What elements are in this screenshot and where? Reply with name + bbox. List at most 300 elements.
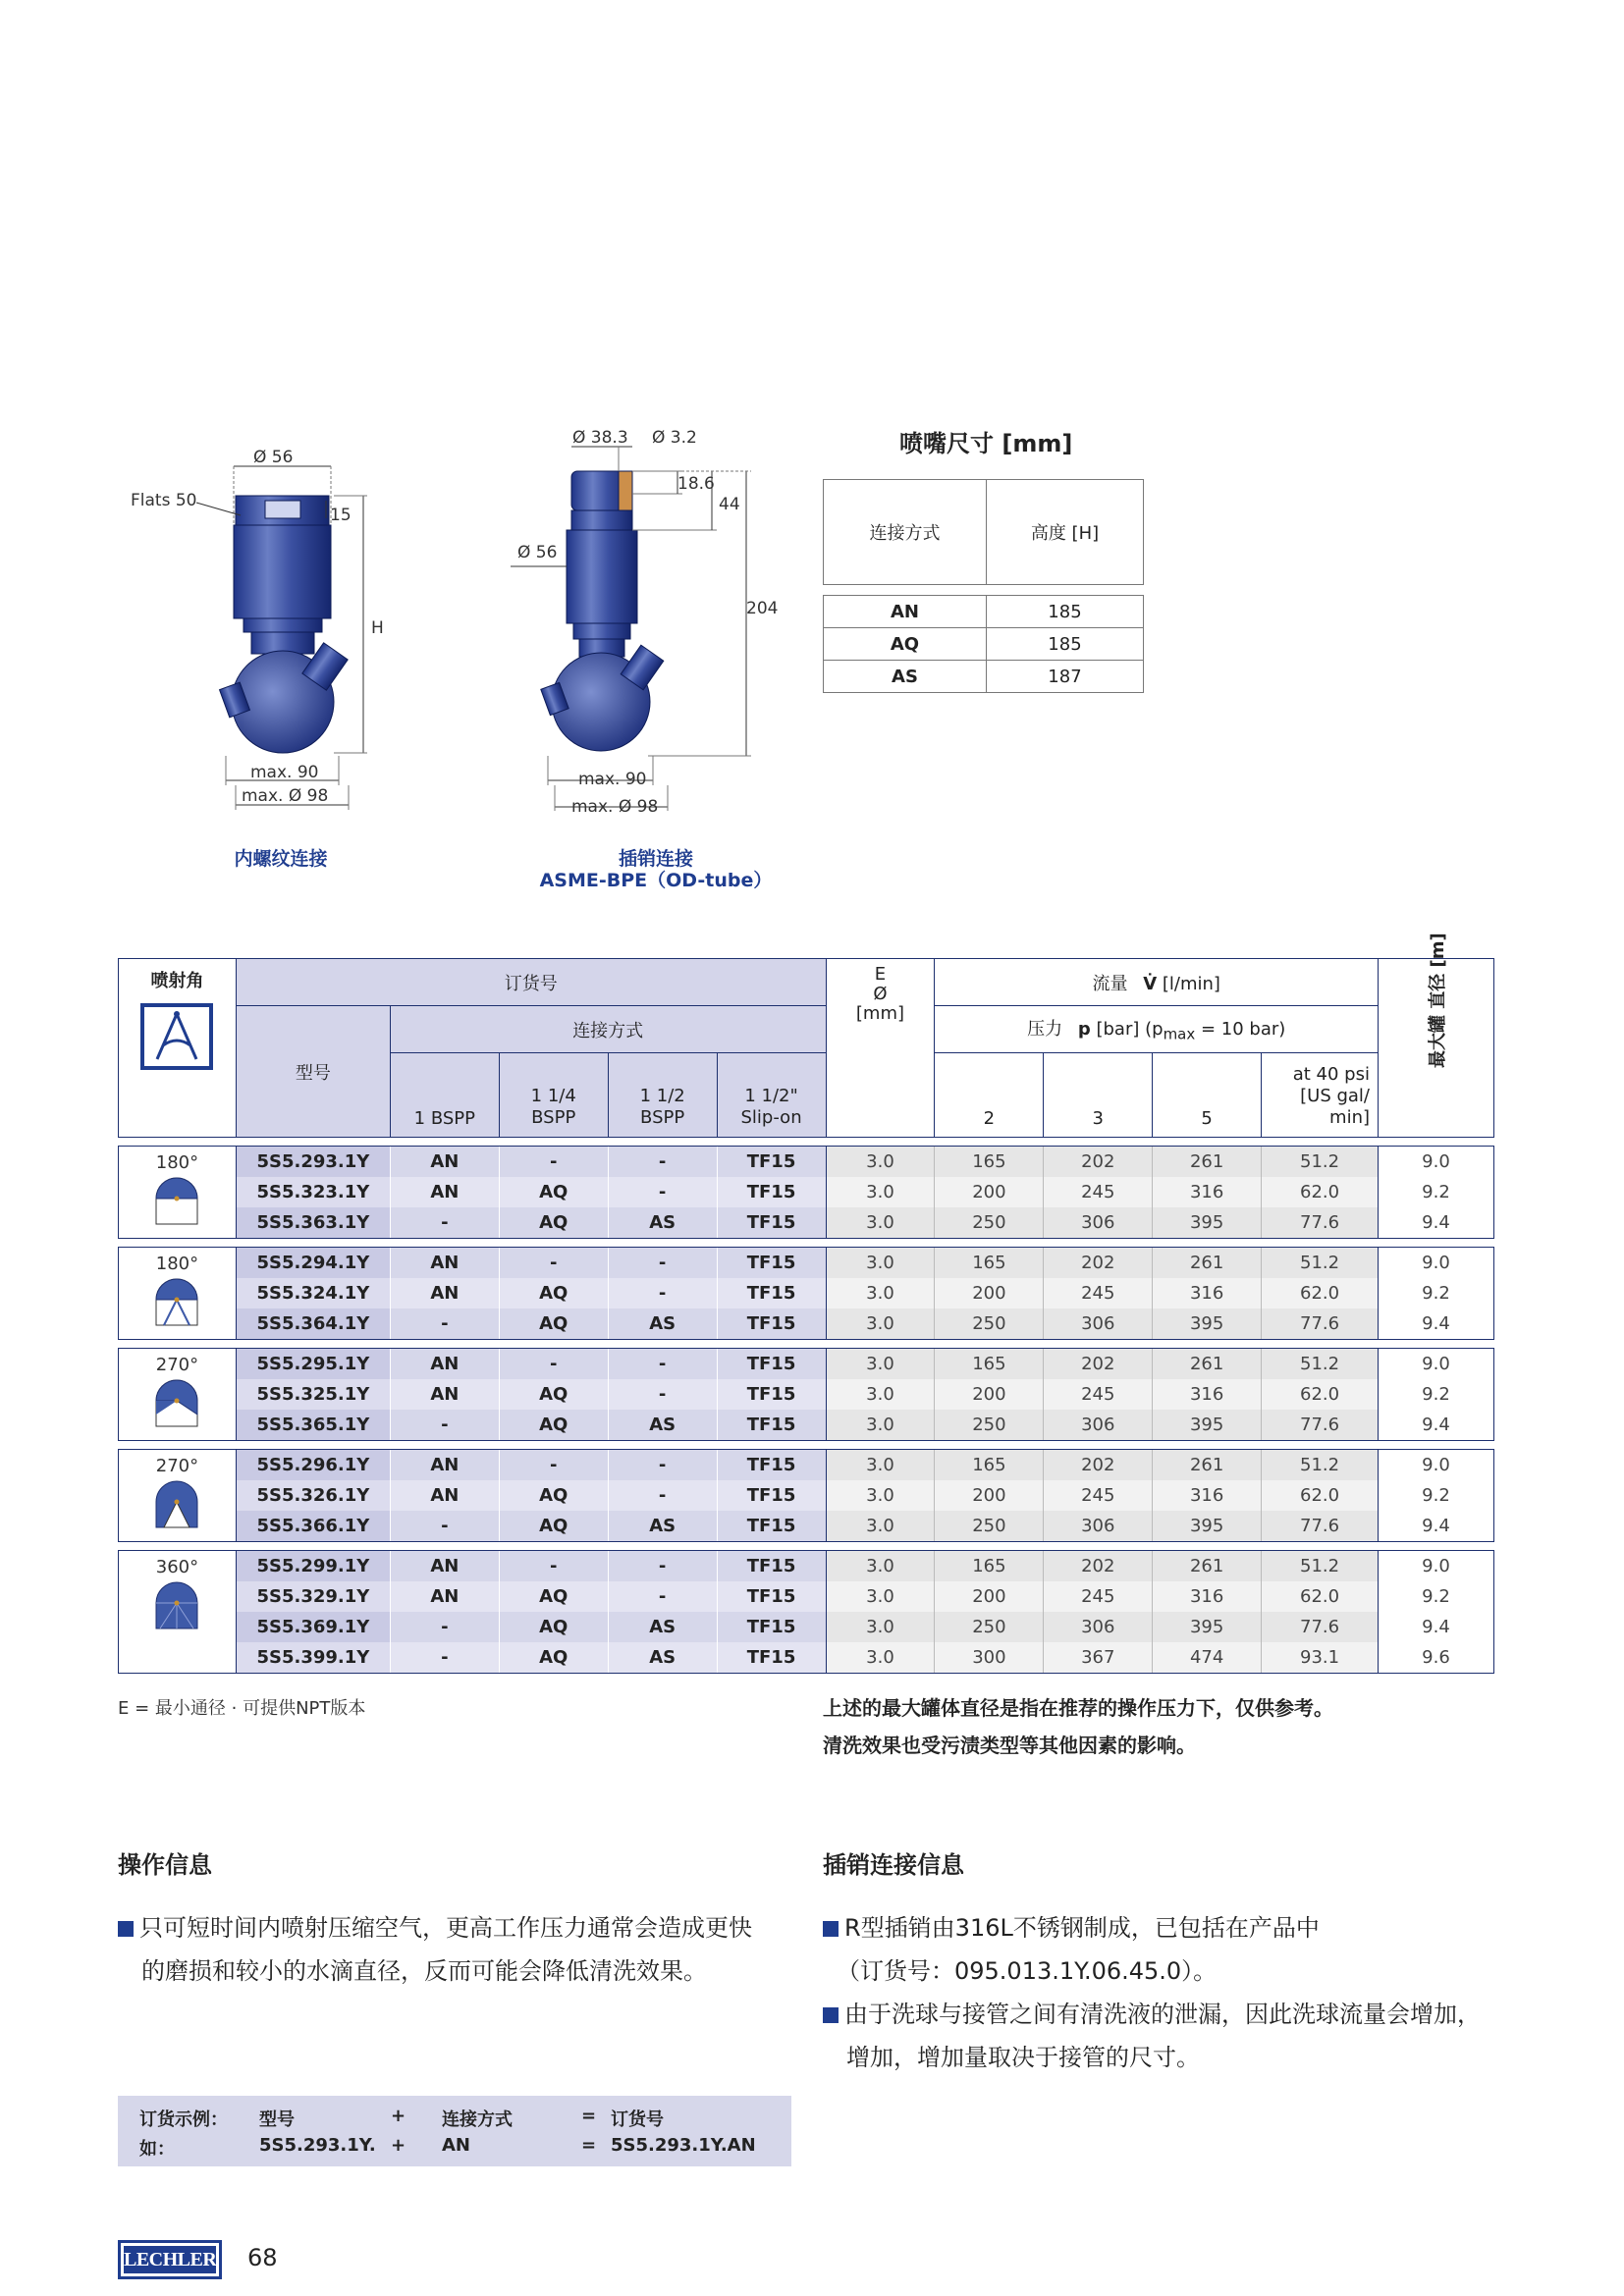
female-thread-caption: 内螺纹连接 (234, 848, 328, 870)
conn-value: AN (390, 1450, 499, 1481)
nozzle-code: AN (824, 596, 987, 628)
conn-1-1-4-bspp (499, 1053, 608, 1138)
order-val-order: 5S5.293.1Y.AN (611, 2135, 756, 2156)
type-code: 5S5.369.1Y (236, 1612, 390, 1642)
flow-value: 316 (1153, 1278, 1262, 1308)
logo-text: LECHLER (124, 2246, 216, 2273)
flow-value: 395 (1153, 1308, 1262, 1340)
e-value: 3.0 (826, 1581, 935, 1612)
flow-value: 200 (935, 1480, 1044, 1511)
tank-note-1: 上述的最大罐体直径是指在推荐的操作压力下，仅供参考。 (823, 1696, 1333, 1720)
pin-info-title: 插销连接信息 (823, 1851, 964, 1879)
e-value: 3.0 (826, 1177, 935, 1207)
table-row (824, 596, 1144, 628)
e-value: 3.0 (826, 1642, 935, 1674)
max-98-label: max. Ø 98 (571, 797, 659, 817)
flow-value: 77.6 (1262, 1410, 1379, 1441)
e-value: 3.0 (826, 1551, 935, 1582)
conn-value: - (608, 1450, 717, 1481)
flow-value: 250 (935, 1612, 1044, 1642)
flow-value: 245 (1044, 1177, 1153, 1207)
angle-cell (119, 1147, 237, 1239)
spray-pattern-icon (152, 1173, 201, 1226)
bullet-square-icon (823, 1921, 839, 1937)
table-row (824, 661, 1144, 693)
conn-value: AS (608, 1410, 717, 1441)
angle-label: 270° (155, 1456, 199, 1476)
conn-value: AS (608, 1308, 717, 1340)
type-code: 5S5.293.1Y (236, 1147, 390, 1178)
max-tank-value: 9.2 (1379, 1480, 1494, 1511)
table-row (119, 1511, 1494, 1542)
conn-value: TF15 (717, 1581, 826, 1612)
spray-pattern-icon (152, 1577, 201, 1630)
flow-value: 77.6 (1262, 1511, 1379, 1542)
compass-icon (139, 1002, 214, 1071)
conn-value: - (390, 1642, 499, 1674)
conn-value: - (390, 1511, 499, 1542)
nozzle-height: 185 (986, 628, 1143, 661)
flow-value: 200 (935, 1379, 1044, 1410)
order-val-conn: AN (442, 2135, 470, 2156)
conn-value: TF15 (717, 1349, 826, 1380)
flow-value: 51.2 (1262, 1349, 1379, 1380)
spray-pattern-icon (152, 1375, 201, 1428)
pressure-max-sub: max (1163, 1025, 1196, 1043)
max-tank-value: 9.2 (1379, 1177, 1494, 1207)
conn-value: TF15 (717, 1642, 826, 1674)
pressure-symbol: p (1077, 1019, 1091, 1041)
flow-value: 395 (1153, 1511, 1262, 1542)
flow-value: 395 (1153, 1207, 1262, 1239)
conn-value: AS (608, 1511, 717, 1542)
conn-value: - (608, 1581, 717, 1612)
conn-value: - (390, 1308, 499, 1340)
flow-value: 250 (935, 1308, 1044, 1340)
max-90-label: max. 90 (578, 770, 647, 789)
conn-value: AQ (499, 1207, 608, 1239)
type-code: 5S5.325.1Y (236, 1379, 390, 1410)
conn-slip-on (717, 1053, 826, 1138)
flow-value: 165 (935, 1551, 1044, 1582)
type-code: 5S5.364.1Y (236, 1308, 390, 1340)
bullet-square-icon (118, 1921, 134, 1937)
conn-value: TF15 (717, 1177, 826, 1207)
angle-cell (119, 1551, 237, 1674)
dia-3-2-label: Ø 3.2 (652, 428, 697, 448)
flow-value: 62.0 (1262, 1278, 1379, 1308)
flow-value: 261 (1153, 1147, 1262, 1178)
max-tank-value: 9.0 (1379, 1551, 1494, 1582)
flow-value: 261 (1153, 1349, 1262, 1380)
flow-value: 62.0 (1262, 1581, 1379, 1612)
connection-header: 连接方式 (390, 1006, 826, 1053)
angle-cell (119, 1349, 237, 1441)
flow-value: 316 (1153, 1379, 1262, 1410)
pin-text: R型插销由316L不锈钢制成，已包括在产品中 (844, 1914, 1320, 1942)
flow-value: 93.1 (1262, 1642, 1379, 1674)
conn-value: - (499, 1349, 608, 1380)
conn-value: TF15 (717, 1612, 826, 1642)
flow-value: 261 (1153, 1551, 1262, 1582)
conn-value: AQ (499, 1511, 608, 1542)
conn-size: 1 1/2 (639, 1086, 685, 1106)
table-row (119, 1612, 1494, 1642)
conn-1-1-2-bspp (608, 1053, 717, 1138)
flow-value: 202 (1044, 1450, 1153, 1481)
order-equals: = (581, 2135, 597, 2156)
dia-56-label: Ø 56 (517, 543, 558, 562)
bullet-square-icon (823, 2007, 839, 2023)
flow-value: 51.2 (1262, 1248, 1379, 1279)
conn-value: - (608, 1379, 717, 1410)
e-value: 3.0 (826, 1511, 935, 1542)
operation-title: 操作信息 (118, 1851, 212, 1879)
conn-value: AN (390, 1379, 499, 1410)
pressure-label: 压力 (1027, 1019, 1063, 1041)
flow-value: 51.2 (1262, 1551, 1379, 1582)
type-code: 5S5.326.1Y (236, 1480, 390, 1511)
flow-value: 202 (1044, 1248, 1153, 1279)
conn-value: AS (608, 1207, 717, 1239)
conn-size: 1 1/4 (530, 1086, 576, 1106)
type-code: 5S5.365.1Y (236, 1410, 390, 1441)
flow-value: 474 (1153, 1642, 1262, 1674)
flow-value: 306 (1044, 1410, 1153, 1441)
flow-value: 202 (1044, 1551, 1153, 1582)
nozzle-height: 187 (986, 661, 1143, 693)
main-product-table (118, 932, 1494, 1674)
e-diameter-header (826, 959, 935, 1138)
table-row (119, 1480, 1494, 1511)
max-98-label: max. Ø 98 (242, 786, 329, 806)
e-value: 3.0 (826, 1147, 935, 1178)
table-row (824, 628, 1144, 661)
conn-value: AQ (499, 1480, 608, 1511)
conn-value: - (608, 1177, 717, 1207)
pressure-5: 5 (1153, 1053, 1262, 1138)
flow-value: 245 (1044, 1379, 1153, 1410)
flow-header (935, 959, 1379, 1006)
flow-value: 245 (1044, 1480, 1153, 1511)
dim-h-label: H (371, 618, 384, 638)
flow-value: 51.2 (1262, 1147, 1379, 1178)
conn-value: AN (390, 1177, 499, 1207)
flow-value: 77.6 (1262, 1308, 1379, 1340)
table-row (119, 1410, 1494, 1441)
flow-value: 62.0 (1262, 1480, 1379, 1511)
flow-value: 62.0 (1262, 1177, 1379, 1207)
max-tank-value: 9.2 (1379, 1581, 1494, 1612)
angle-cell (119, 1248, 237, 1340)
flow-value: 306 (1044, 1207, 1153, 1239)
type-code: 5S5.323.1Y (236, 1177, 390, 1207)
flow-value: 165 (935, 1248, 1044, 1279)
max-tank-value: 9.2 (1379, 1379, 1494, 1410)
flow-value: 165 (935, 1147, 1044, 1178)
dim-15-label: 15 (330, 506, 352, 525)
conn-value: TF15 (717, 1379, 826, 1410)
pin-text: 增加，增加量取决于接管的尺寸。 (846, 2044, 1200, 2071)
asme-bpe-caption: ASME-BPE（OD-tube） (539, 870, 773, 891)
dia-symbol: Ø (873, 984, 888, 1004)
max-90-label: max. 90 (250, 763, 319, 782)
angle-label: 180° (155, 1254, 199, 1274)
conn-value: AN (390, 1551, 499, 1582)
pin-info-bullets (823, 1906, 1510, 2079)
flats-label: Flats 50 (131, 491, 197, 510)
conn-value: TF15 (717, 1278, 826, 1308)
lechler-logo (118, 2240, 222, 2279)
flow-value: 62.0 (1262, 1379, 1379, 1410)
table-row (119, 1278, 1494, 1308)
conn-value: - (499, 1248, 608, 1279)
conn-value: - (608, 1147, 717, 1178)
conn-value: - (608, 1349, 717, 1380)
type-header: 型号 (236, 1006, 390, 1138)
order-col-order: 订货号 (611, 2109, 664, 2130)
max-tank-value: 9.4 (1379, 1207, 1494, 1239)
order-example-label-2: 如： (139, 2139, 175, 2160)
e-value: 3.0 (826, 1410, 935, 1441)
conn-size: 1 1/2" (744, 1086, 798, 1106)
operation-text: 只可短时间内喷射压缩空气，更高工作压力通常会造成更快 (139, 1914, 752, 1942)
table-row (119, 1551, 1494, 1582)
type-code: 5S5.296.1Y (236, 1450, 390, 1481)
conn-value: AQ (499, 1308, 608, 1340)
flow-value: 250 (935, 1207, 1044, 1239)
dim-204-label: 204 (746, 599, 779, 618)
nozzle-code: AQ (824, 628, 987, 661)
nozzle-height: 185 (986, 596, 1143, 628)
conn-value: TF15 (717, 1480, 826, 1511)
table-row (119, 1349, 1494, 1380)
nozzle-dim-table (823, 479, 1144, 693)
pin-text: （订货号：095.013.1Y.06.45.0）。 (837, 1957, 1218, 1985)
flow-value: 200 (935, 1177, 1044, 1207)
pressure-header (935, 1006, 1379, 1053)
type-code: 5S5.363.1Y (236, 1207, 390, 1239)
tank-note-2: 清洗效果也受污渍类型等其他因素的影响。 (823, 1734, 1196, 1757)
conn-value: TF15 (717, 1308, 826, 1340)
flow-value: 77.6 (1262, 1612, 1379, 1642)
flow-value: 250 (935, 1410, 1044, 1441)
flow-value: 306 (1044, 1612, 1153, 1642)
conn-value: - (608, 1480, 717, 1511)
e-value: 3.0 (826, 1379, 935, 1410)
flow-value: 316 (1153, 1581, 1262, 1612)
conn-value: AQ (499, 1379, 608, 1410)
dim-44-label: 44 (719, 495, 740, 514)
conn-type: Slip-on (740, 1107, 802, 1128)
order-col-conn: 连接方式 (442, 2109, 513, 2130)
dim-18-6-label: 18.6 (677, 474, 715, 494)
angle-cell (119, 1450, 237, 1542)
flow-value: 367 (1044, 1642, 1153, 1674)
e-value: 3.0 (826, 1308, 935, 1340)
e-label: E (874, 964, 887, 985)
pressure-max-value: = 10 bar) (1195, 1019, 1286, 1041)
pressure-2: 2 (935, 1053, 1044, 1138)
conn-value: AQ (499, 1410, 608, 1441)
conn-thread: BSPP (531, 1107, 576, 1128)
table-row (119, 1207, 1494, 1239)
flow-symbol: V̇ (1143, 973, 1158, 994)
flow-value: 395 (1153, 1612, 1262, 1642)
conn-value: - (499, 1147, 608, 1178)
nozzle-col-conn: 连接方式 (824, 480, 987, 585)
e-value: 3.0 (826, 1480, 935, 1511)
table-row (119, 1642, 1494, 1674)
flow-value: 202 (1044, 1147, 1153, 1178)
max-tank-header (1379, 932, 1494, 1138)
order-plus: + (391, 2106, 406, 2126)
conn-value: AN (390, 1581, 499, 1612)
nozzle-dim-title: 喷嘴尺寸 [mm] (899, 430, 1073, 457)
conn-value: - (608, 1278, 717, 1308)
flow-unit: [l/min] (1162, 973, 1220, 994)
conn-value: TF15 (717, 1551, 826, 1582)
conn-value: AS (608, 1612, 717, 1642)
diameter-top-label: Ø 56 (253, 448, 294, 467)
conn-value: AQ (499, 1642, 608, 1674)
conn-thread: BSPP (640, 1107, 685, 1128)
psi-line: [US gal/ (1300, 1086, 1370, 1106)
order-col-type: 型号 (259, 2109, 295, 2130)
mm-unit: [mm] (855, 1003, 905, 1024)
flow-value: 245 (1044, 1278, 1153, 1308)
conn-value: AQ (499, 1278, 608, 1308)
flow-value: 306 (1044, 1511, 1153, 1542)
max-tank-value: 9.2 (1379, 1278, 1494, 1308)
type-code: 5S5.299.1Y (236, 1551, 390, 1582)
conn-value: - (608, 1248, 717, 1279)
conn-value: AS (608, 1642, 717, 1674)
nozzle-col-height: 高度 [H] (986, 480, 1143, 585)
conn-value: - (499, 1450, 608, 1481)
operation-bullet (118, 1906, 805, 1993)
table-row (119, 1177, 1494, 1207)
dia-38-label: Ø 38.3 (572, 428, 628, 448)
conn-value: AQ (499, 1177, 608, 1207)
table-row (119, 1308, 1494, 1340)
flow-value: 245 (1044, 1581, 1153, 1612)
conn-value: AN (390, 1147, 499, 1178)
e-footnote: E = 最小通径 · 可提供NPT版本 (118, 1698, 366, 1719)
pin-connection-caption: 插销连接 (618, 848, 693, 870)
max-tank-label: 最大罐 直径 [m] (1427, 932, 1448, 1068)
type-code: 5S5.294.1Y (236, 1248, 390, 1279)
angle-label: 360° (155, 1557, 199, 1577)
flow-label: 流量 (1092, 973, 1128, 994)
order-example-box (118, 2096, 791, 2166)
flow-value: 200 (935, 1278, 1044, 1308)
flow-value: 316 (1153, 1480, 1262, 1511)
conn-value: - (390, 1410, 499, 1441)
max-tank-value: 9.0 (1379, 1147, 1494, 1178)
conn-1-bspp: 1 BSPP (390, 1053, 499, 1138)
conn-value: TF15 (717, 1450, 826, 1481)
flow-value: 51.2 (1262, 1450, 1379, 1481)
angle-label: 270° (155, 1355, 199, 1375)
page-number: 68 (247, 2244, 278, 2271)
psi-header (1262, 1053, 1379, 1138)
flow-value: 165 (935, 1349, 1044, 1380)
conn-value: TF15 (717, 1248, 826, 1279)
conn-value: AN (390, 1248, 499, 1279)
conn-value: - (499, 1551, 608, 1582)
table-row (119, 1147, 1494, 1178)
max-tank-value: 9.6 (1379, 1642, 1494, 1674)
nozzle-code: AS (824, 661, 987, 693)
table-row (119, 1581, 1494, 1612)
conn-value: TF15 (717, 1207, 826, 1239)
psi-line: min] (1329, 1107, 1370, 1128)
order-val-type: 5S5.293.1Y. (259, 2135, 376, 2156)
flow-value: 261 (1153, 1450, 1262, 1481)
conn-value: AQ (499, 1612, 608, 1642)
flow-value: 200 (935, 1581, 1044, 1612)
conn-value: AN (390, 1278, 499, 1308)
e-value: 3.0 (826, 1248, 935, 1279)
flow-value: 165 (935, 1450, 1044, 1481)
table-row (119, 1248, 1494, 1279)
pin-connection-nozzle-drawing (511, 432, 805, 825)
conn-value: - (390, 1207, 499, 1239)
order-plus: + (391, 2135, 406, 2156)
conn-value: TF15 (717, 1511, 826, 1542)
max-tank-value: 9.4 (1379, 1511, 1494, 1542)
max-tank-value: 9.4 (1379, 1410, 1494, 1441)
pressure-unit: [bar] (p (1096, 1019, 1164, 1041)
max-tank-value: 9.4 (1379, 1308, 1494, 1340)
max-tank-value: 9.4 (1379, 1612, 1494, 1642)
e-value: 3.0 (826, 1450, 935, 1481)
pressure-3: 3 (1044, 1053, 1153, 1138)
max-tank-value: 9.0 (1379, 1349, 1494, 1380)
spray-angle-header (119, 959, 237, 1138)
flow-value: 261 (1153, 1248, 1262, 1279)
spray-pattern-icon (152, 1274, 201, 1327)
conn-value: - (608, 1551, 717, 1582)
table-row (119, 1450, 1494, 1481)
flow-value: 395 (1153, 1410, 1262, 1441)
order-equals: = (581, 2106, 597, 2126)
conn-value: AN (390, 1480, 499, 1511)
flow-value: 306 (1044, 1308, 1153, 1340)
conn-value: TF15 (717, 1410, 826, 1441)
conn-value: - (390, 1612, 499, 1642)
flow-value: 316 (1153, 1177, 1262, 1207)
psi-line: at 40 psi (1292, 1064, 1370, 1085)
e-value: 3.0 (826, 1278, 935, 1308)
type-code: 5S5.324.1Y (236, 1278, 390, 1308)
order-number-header: 订货号 (236, 959, 826, 1006)
flow-value: 250 (935, 1511, 1044, 1542)
e-value: 3.0 (826, 1612, 935, 1642)
e-value: 3.0 (826, 1207, 935, 1239)
pin-text: 由于洗球与接管之间有清洗液的泄漏，因此洗球流量会增加， (844, 2001, 1481, 2028)
max-tank-value: 9.0 (1379, 1248, 1494, 1279)
spray-angle-title: 喷射角 (150, 971, 204, 991)
operation-text: 的磨损和较小的水滴直径，反而可能会降低清洗效果。 (141, 1957, 707, 1985)
flow-value: 77.6 (1262, 1207, 1379, 1239)
order-example-label: 订货示例： (139, 2109, 228, 2130)
e-value: 3.0 (826, 1349, 935, 1380)
flow-value: 202 (1044, 1349, 1153, 1380)
conn-value: AQ (499, 1581, 608, 1612)
spray-pattern-icon (152, 1476, 201, 1529)
